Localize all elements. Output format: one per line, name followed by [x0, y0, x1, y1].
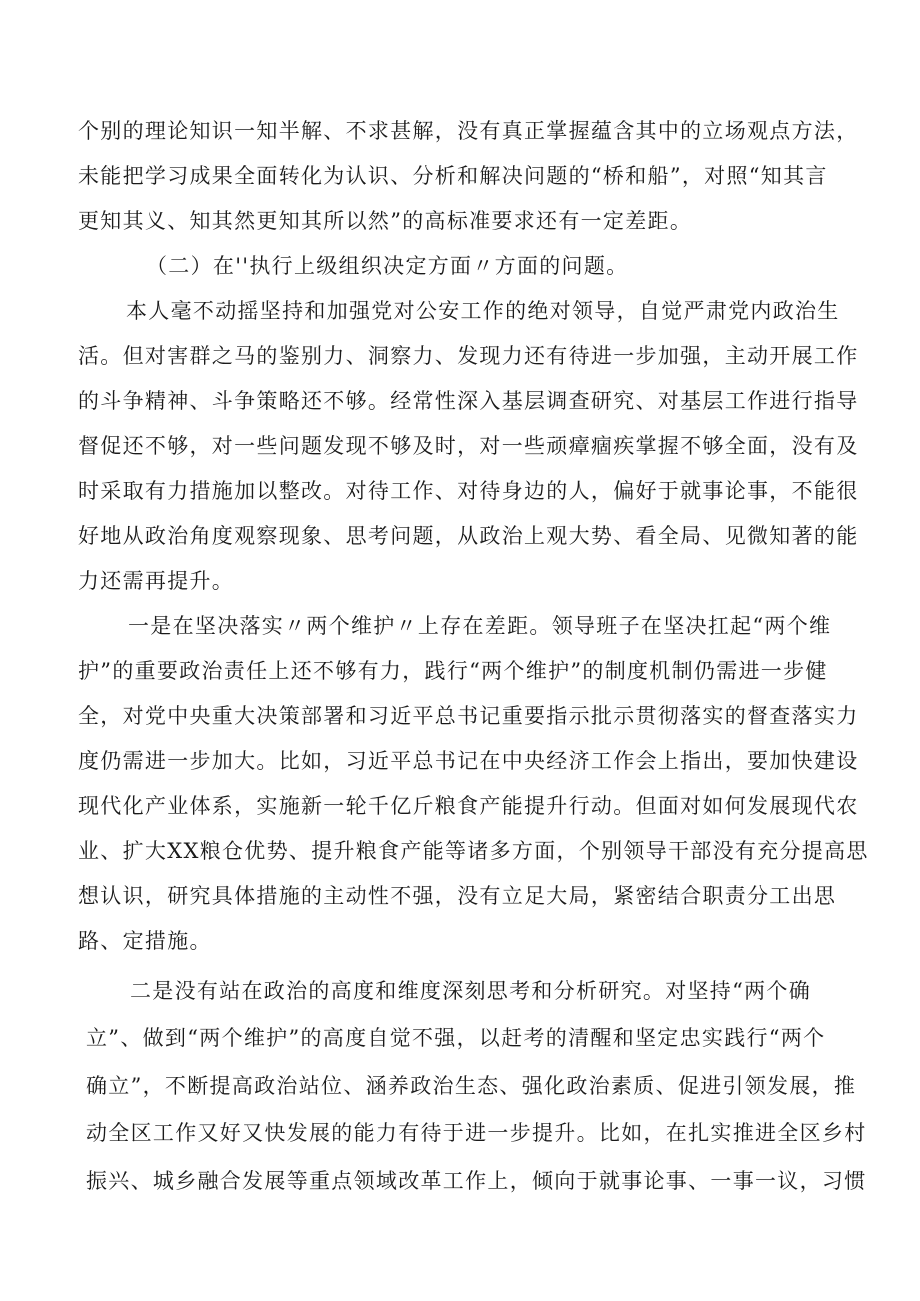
text-line: 个别的理论知识一知半解、不求甚解，没有真正掌握蕴含其中的立场观点方法， [78, 119, 859, 143]
text-line: 护”的重要政治责任上还不够有力，践行“两个维护”的制度机制仍需进一步健 [78, 659, 828, 683]
text-line: 立”、做到“两个维护”的高度自觉不强，以赶考的清醒和坚定忠实践行“两个 [86, 1026, 826, 1050]
text-line: 全，对党中央重大决策部署和习近平总书记重要指示批示贯彻落实的督查落实力 [78, 704, 859, 728]
text-line: 好地从政治角度观察现象、思考问题，从政治上观大势、看全局、见微知著的能 [78, 524, 859, 548]
text-line: 时采取有力措施加以整改。对待工作、对待身边的人，偏好于就事论事，不能很 [78, 479, 859, 503]
text-line: 路、定措施。 [78, 929, 212, 953]
text-line: 二是没有站在政治的高度和维度深刻思考和分析研究。对坚持“两个确 [130, 979, 812, 1003]
text-line: 力还需再提升。 [78, 569, 235, 593]
text-line: 督促还不够，对一些问题发现不够及时，对一些顽瘴痼疾掌握不够全面，没有及 [78, 434, 859, 458]
text-line: 业、扩大XX粮仓优势、提升粮食产能等诸多方面，个别领导干部没有充分提高思 [78, 839, 869, 863]
text-line: 本人毫不动摇坚持和加强党对公安工作的绝对领导，自觉严肃党内政治生 [126, 299, 840, 323]
text-line: 确立”，不断提高政治站位、涵养政治生态、强化政治素质、促进引领发展，推 [86, 1074, 857, 1098]
text-line: 未能把学习成果全面转化为认识、分析和解决问题的“桥和船”，对照“知其言 [78, 164, 828, 188]
text-line: 的斗争精神、斗争策略还不够。经常性深入基层调查研究、对基层工作进行指导 [78, 389, 859, 413]
text-line: 度仍需进一步加大。比如，习近平总书记在中央经济工作会上指出，要加快建设 [78, 749, 859, 773]
section-heading: （二）在''执行上级组织决定方面〃方面的问题。 [146, 254, 629, 278]
text-line: 一是在坚决落实〃两个维护〃上存在差距。领导班子在坚决扛起“两个维 [128, 614, 832, 638]
text-line: 想认识，研究具体措施的主动性不强，没有立足大局，紧密结合职责分工出思 [78, 884, 837, 908]
text-line: 活。但对害群之马的鉴别力、洞察力、发现力还有待进一步加强，主动开展工作 [78, 344, 859, 368]
text-line: 振兴、城乡融合发展等重点领域改革工作上，倾向于就事论事、一事一议，习惯 [86, 1169, 867, 1193]
text-line: 现代化产业体系，实施新一轮千亿斤粮食产能提升行动。但面对如何发展现代农 [78, 794, 859, 818]
text-line: 动全区工作又好又快发展的能力有待于进一步提升。比如，在扎实推进全区乡村 [86, 1121, 867, 1145]
text-line: 更知其义、知其然更知其所以然”的高标准要求还有一定差距。 [78, 209, 693, 233]
